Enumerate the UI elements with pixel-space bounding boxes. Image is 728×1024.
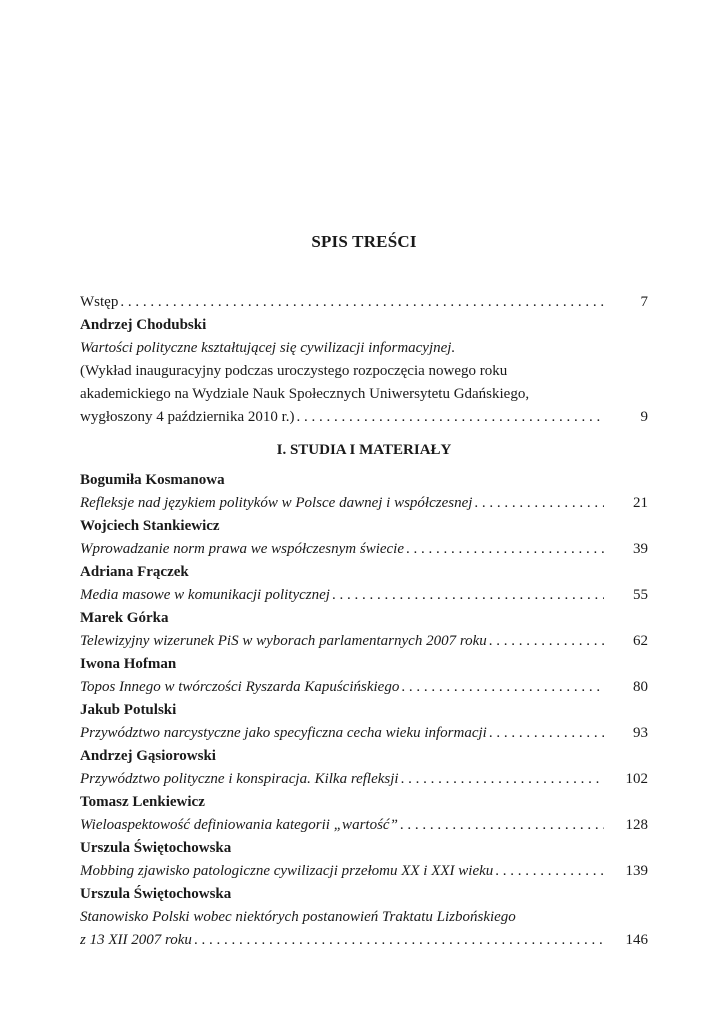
page-number: 62	[633, 633, 648, 649]
entry-title-line	[80, 676, 648, 699]
toc-entry[interactable]	[80, 469, 648, 515]
page-number: 146	[625, 932, 648, 948]
toc-entry-intro[interactable]	[80, 291, 648, 314]
entry-title: Telewizyjny wizerunek PiS w wyborach parlamentarnych 2007 roku	[80, 633, 487, 649]
page-number: 7	[640, 294, 648, 310]
page-number: 80	[633, 679, 648, 695]
dot-leader	[401, 676, 604, 699]
entry-title: Refleksje nad językiem polityków w Polsce dawnej i współczesnej	[80, 495, 473, 511]
table-of-contents	[80, 291, 648, 952]
entry-author: Andrzej Chodubski	[80, 317, 207, 333]
entry-title-last-line	[80, 929, 648, 952]
dot-leader	[474, 492, 604, 515]
page-number: 93	[633, 725, 648, 741]
entry-title-line	[80, 492, 648, 515]
entry-title-line	[80, 768, 648, 791]
entry-title-line	[80, 538, 648, 561]
page-title: SPIS TREŚCI	[311, 232, 417, 251]
section-heading: I. STUDIA I MATERIAŁY	[276, 442, 452, 458]
entry-title-line	[80, 860, 648, 883]
toc-entry[interactable]	[80, 515, 648, 561]
entry-title: Przywództwo narcystyczne jako specyficzna cecha wieku informacji	[80, 725, 487, 741]
entry-title-line	[80, 722, 648, 745]
entry-author: Wojciech Stankiewicz	[80, 518, 220, 534]
entry-title: Stanowisko Polski wobec niektórych postanowień Traktatu Lizbońskiego	[80, 909, 516, 925]
dot-leader	[332, 584, 604, 607]
entry-author: Urszula Świętochowska	[80, 840, 232, 856]
entry-author: Jakub Potulski	[80, 702, 177, 718]
toc-entry[interactable]	[80, 653, 648, 699]
entry-author: Tomasz Lenkiewicz	[80, 794, 205, 810]
dot-leader	[489, 722, 604, 745]
entry-description: (Wykład inauguracyjny podczas uroczystego rozpoczęcia nowego roku	[80, 363, 508, 379]
entry-author: Bogumiła Kosmanowa	[80, 472, 225, 488]
dot-leader	[400, 814, 604, 837]
page-number: 55	[633, 587, 648, 603]
entry-title: Wprowadzanie norm prawa we współczesnym świecie	[80, 541, 405, 557]
page-number: 21	[633, 495, 648, 511]
entry-description-last-line	[80, 406, 648, 429]
entry-title: Wstęp	[80, 294, 119, 310]
entry-author: Marek Górka	[80, 610, 169, 626]
toc-entry[interactable]	[80, 561, 648, 607]
page-number: 139	[625, 863, 648, 879]
page-number: 9	[640, 409, 648, 425]
toc-entry[interactable]	[80, 699, 648, 745]
entry-description: akademickiego na Wydziale Nauk Społecznych Uniwersytetu Gdańskiego,	[80, 386, 530, 402]
toc-entry[interactable]	[80, 745, 648, 791]
entry-title: Wieloaspektowość definiowania kategorii „wartość”	[80, 817, 398, 833]
entry-title: Topos Innego w twórczości Ryszarda Kapuścińskiego	[80, 679, 400, 695]
entry-title: Wartości polityczne kształtującej się cywilizacji informacyjnej.	[80, 340, 456, 356]
dot-leader	[406, 538, 604, 561]
dot-leader	[495, 860, 604, 883]
entry-title: z 13 XII 2007 roku	[80, 932, 192, 948]
entry-title-line	[80, 814, 648, 837]
entry-title: Przywództwo polityczne i konspiracja. Kilka refleksji	[80, 771, 399, 787]
page-number: 102	[625, 771, 648, 787]
entry-author: Urszula Świętochowska	[80, 886, 232, 902]
dot-leader	[401, 768, 604, 791]
page-number: 39	[633, 541, 648, 557]
dot-leader	[120, 291, 604, 314]
entry-author: Iwona Hofman	[80, 656, 177, 672]
toc-entries	[80, 469, 648, 883]
toc-entry-lecture[interactable]	[80, 314, 648, 429]
dot-leader	[489, 630, 604, 653]
page-number: 128	[625, 817, 648, 833]
dot-leader	[194, 929, 604, 952]
dot-leader	[297, 406, 604, 429]
entry-title-line	[80, 584, 648, 607]
entry-author: Adriana Frączek	[80, 564, 189, 580]
toc-entry[interactable]	[80, 607, 648, 653]
entry-author: Andrzej Gąsiorowski	[80, 748, 216, 764]
toc-entry[interactable]	[80, 883, 648, 952]
entry-title-line	[80, 630, 648, 653]
entry-description: wygłoszony 4 października 2010 r.)	[80, 409, 295, 425]
toc-entry[interactable]	[80, 791, 648, 837]
entry-title: Mobbing zjawisko patologiczne cywilizacji przełomu XX i XXI wieku	[80, 863, 494, 879]
toc-entry[interactable]	[80, 837, 648, 883]
entry-title: Media masowe w komunikacji politycznej	[80, 587, 330, 603]
